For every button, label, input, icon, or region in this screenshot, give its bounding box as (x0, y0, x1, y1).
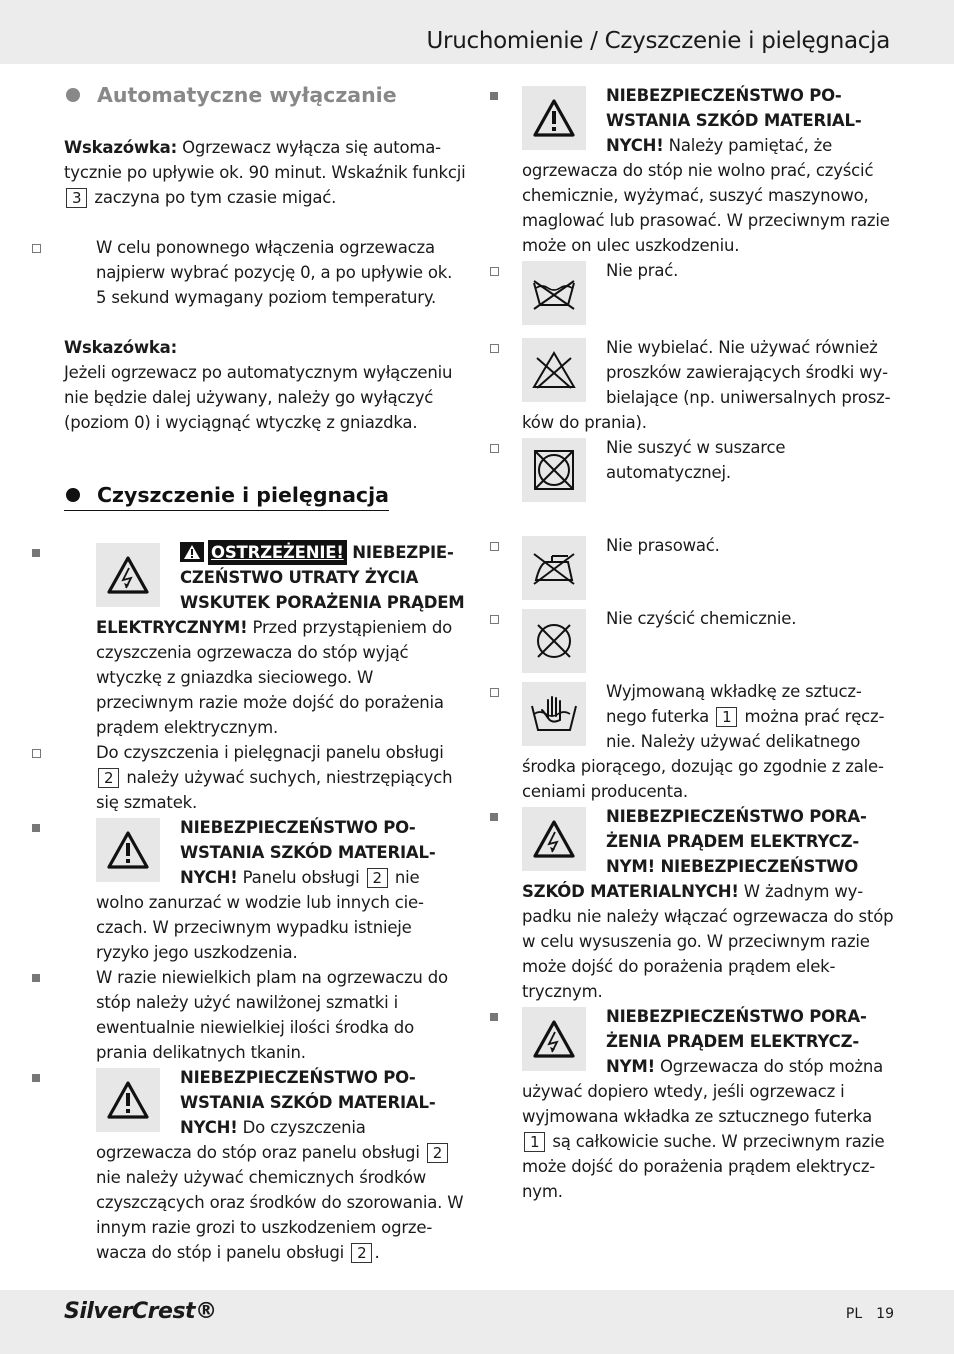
heading-text: Czyszczenie i pielęgnacja (97, 483, 389, 507)
checkbox-marker (490, 688, 499, 697)
left-column (64, 80, 466, 1265)
no-bleach-icon (522, 338, 586, 402)
hand-wash-icon (522, 682, 586, 746)
care-text: Nie suszyć w suszarce automatycznej. (606, 438, 786, 482)
warning-text: Ogrzewacza do stóp można używać dopiero wtedy, jeśli ogrzewacz i wyjmowana wkładka ze sztucznego futerka (522, 1057, 883, 1126)
warning-bold-text: NIEBEZPIECZEŃSTWO POWSTANIA SZKÓD MATERIALNYCH! (180, 1068, 436, 1137)
note-text: Jeżeli ogrzewacz po automatycznym wyłączeniu nie będzie dalej używany, należy go wyłączyć (poziom 0) i wyciągnąć wtyczkę z gniazdka. (64, 363, 453, 432)
checkbox-marker (490, 344, 499, 353)
checkbox-marker (32, 244, 41, 253)
header-title: Uruchomienie / Czyszczenie i pielęgnacja (426, 28, 890, 54)
care-item-no-iron (522, 533, 894, 604)
warning-bold-text: NIEBEZPIECZEŃSTWO PORAŻENIA PRĄDEM ELEKTRYCZNYM! (606, 1007, 867, 1076)
care-text: Wyjmowaną wkładkę ze sztucznego futerka (606, 682, 862, 726)
step-text: Do czyszczenia i pielęgnacji panelu obsługi (96, 743, 444, 762)
electric-warning-icon (522, 807, 586, 871)
no-tumble-dry-icon (522, 438, 586, 502)
care-text: Nie czyścić chemicznie. (606, 609, 797, 628)
step-text-end: należy używać suchych, niestrzępiących się szmatek. (96, 768, 453, 812)
care-item-no-chem (522, 606, 894, 677)
bullet-dot (66, 88, 80, 102)
note-paragraph (64, 135, 466, 210)
warning-label: OSTRZEŻENIE! (208, 540, 347, 565)
ref-number: 1 (524, 1132, 545, 1152)
note-text-end: zaczyna po tym czasie migać. (89, 188, 337, 207)
note-label: Wskazówka: (64, 138, 178, 157)
warning-text-end: są całkowicie suche. W przeciwnym razie może dojść do porażenia prądem elektrycznym. (522, 1132, 885, 1201)
step-item (64, 740, 466, 815)
ref-number: 2 (427, 1143, 448, 1163)
heading-text: Automatyczne wyłączanie (97, 83, 397, 107)
stains-item (64, 965, 466, 1065)
warning-bold-text: NIEBEZPIECZEŃSTWO POWSTANIA SZKÓD MATERIALNYCH! (180, 818, 436, 887)
ref-number: 1 (716, 707, 737, 727)
page-number: 19 (876, 1306, 894, 1322)
right-column (522, 83, 894, 1204)
bullet-dot (66, 488, 80, 502)
warning-triangle-icon (180, 542, 204, 562)
ref-number: 2 (351, 1243, 372, 1263)
note-text: Ogrzewacz wyłącza się automatycznie po upływie ok. 90 minut. Wskaźnik funkcji (64, 138, 466, 182)
damage-warning-item (64, 815, 466, 965)
damage-warning-item (522, 83, 894, 258)
warning-bold-text: NIEBEZPIECZEŃSTWO POWSTANIA SZKÓD MATERIALNYCH! (606, 86, 862, 155)
warning-triangle-icon (96, 1068, 160, 1132)
warning-electric-item (64, 540, 466, 740)
square-marker (490, 92, 498, 100)
checkbox-marker (490, 267, 499, 276)
ref-number: 3 (66, 188, 87, 208)
warning-text: Należy pamiętać, że ogrzewacza do stóp nie wolno prać, czyścić chemicznie, wyżymać, suszyć maszynowo, maglować lub prasować. W przeciwnym razie może on ulec uszkodzeniu. (522, 136, 890, 255)
no-iron-icon (522, 536, 586, 600)
care-text: Nie prać. (606, 261, 679, 280)
note-label: Wskazówka: (64, 338, 178, 357)
heading-auto-off (64, 80, 466, 110)
warning-text-cont: nie należy używać chemicznych środków czyszczących oraz środków do szorowania. W innym razie grozi to uszkodzeniem ogrzewacza do stóp i panelu obsługi (96, 1168, 464, 1262)
step-item (64, 235, 466, 310)
checkbox-marker (490, 444, 499, 453)
brand-logo: SilverCrest® (64, 1299, 217, 1324)
warning-text: Do czyszczenia ogrzewacza do stóp oraz panelu obsługi (96, 1118, 425, 1162)
square-marker (490, 813, 498, 821)
square-marker (32, 1074, 40, 1082)
warning-text: W żadnym wypadku nie należy włączać ogrzewacza do stóp w celu wysuszenia go. W przeciwnym razie może dojść do porażenia prądem elektrycznym. (522, 882, 894, 1001)
warning-text-end: nie wolno zanurzać w wodzie lub innych cieczach. W przeciwnym wypadku istnieje ryzyko jego uszkodzenia. (96, 868, 424, 962)
care-text: Nie prasować. (606, 536, 720, 555)
warning-bold-text: NIEBEZPIECZEŃSTWO UTRATY ŻYCIA WSKUTEK PORAŻENIA PRĄDEM ELEKTRYCZNYM! (96, 543, 465, 637)
warning-bold-text: NIEBEZPIECZEŃSTWO PORAŻENIA PRĄDEM ELEKTRYCZNYM! NIEBEZPIECZEŃSTWO SZKÓD MATERIALNYCH! (522, 807, 867, 901)
page-header (0, 0, 954, 64)
electric-warning-item (522, 1004, 894, 1204)
square-marker (490, 1013, 498, 1021)
language-code: PL (845, 1306, 863, 1322)
stains-text: W razie niewielkich plam na ogrzewaczu do stóp należy użyć nawilżonej szmatki i ewentualnie niewielkiej ilości środka do prania delikatnych tkanin. (96, 968, 448, 1062)
square-marker (32, 824, 40, 832)
care-text: Nie wybielać. Nie używać również proszków zawierających środki wybielające (np. uniwersalnych proszków do prania). (522, 338, 891, 432)
checkbox-marker (490, 615, 499, 624)
care-item-no-wash (522, 258, 894, 329)
ref-number: 2 (98, 768, 119, 788)
care-item-no-bleach (522, 335, 894, 435)
no-dry-clean-icon (522, 609, 586, 673)
electric-warning-icon (96, 543, 160, 607)
warning-text: Panelu obsługi (237, 868, 365, 887)
square-marker (32, 974, 40, 982)
warning-text: Przed przystąpieniem do czyszczenia ogrzewacza do stóp wyjąć wtyczkę z gniazdka sieciowego. W przeciwnym razie może dojść do porażenia prądem elektrycznym. (96, 618, 453, 737)
electric-warning-icon (522, 1007, 586, 1071)
checkbox-marker (32, 749, 41, 758)
care-item-no-dry (522, 435, 894, 506)
care-text-end: można prać ręcznie. Należy używać delikatnego środka piorącego, dozując go zgodnie z zaleceniami producenta. (522, 707, 885, 801)
page-info (832, 1306, 894, 1322)
no-wash-icon (522, 261, 586, 325)
heading-cleaning (64, 480, 389, 511)
square-marker (32, 549, 40, 557)
care-item-hand-wash (522, 679, 894, 804)
electric-warning-item (522, 804, 894, 1004)
damage-warning-item (64, 1065, 466, 1265)
step-text: W celu ponownego włączenia ogrzewacza najpierw wybrać pozycję 0, a po upływie ok. 5 sekund wymagany poziom temperatury. (96, 238, 453, 307)
warning-triangle-icon (96, 818, 160, 882)
checkbox-marker (490, 542, 499, 551)
ref-number: 2 (367, 868, 388, 888)
warning-text-end: . (374, 1243, 380, 1262)
warning-triangle-icon (522, 86, 586, 150)
